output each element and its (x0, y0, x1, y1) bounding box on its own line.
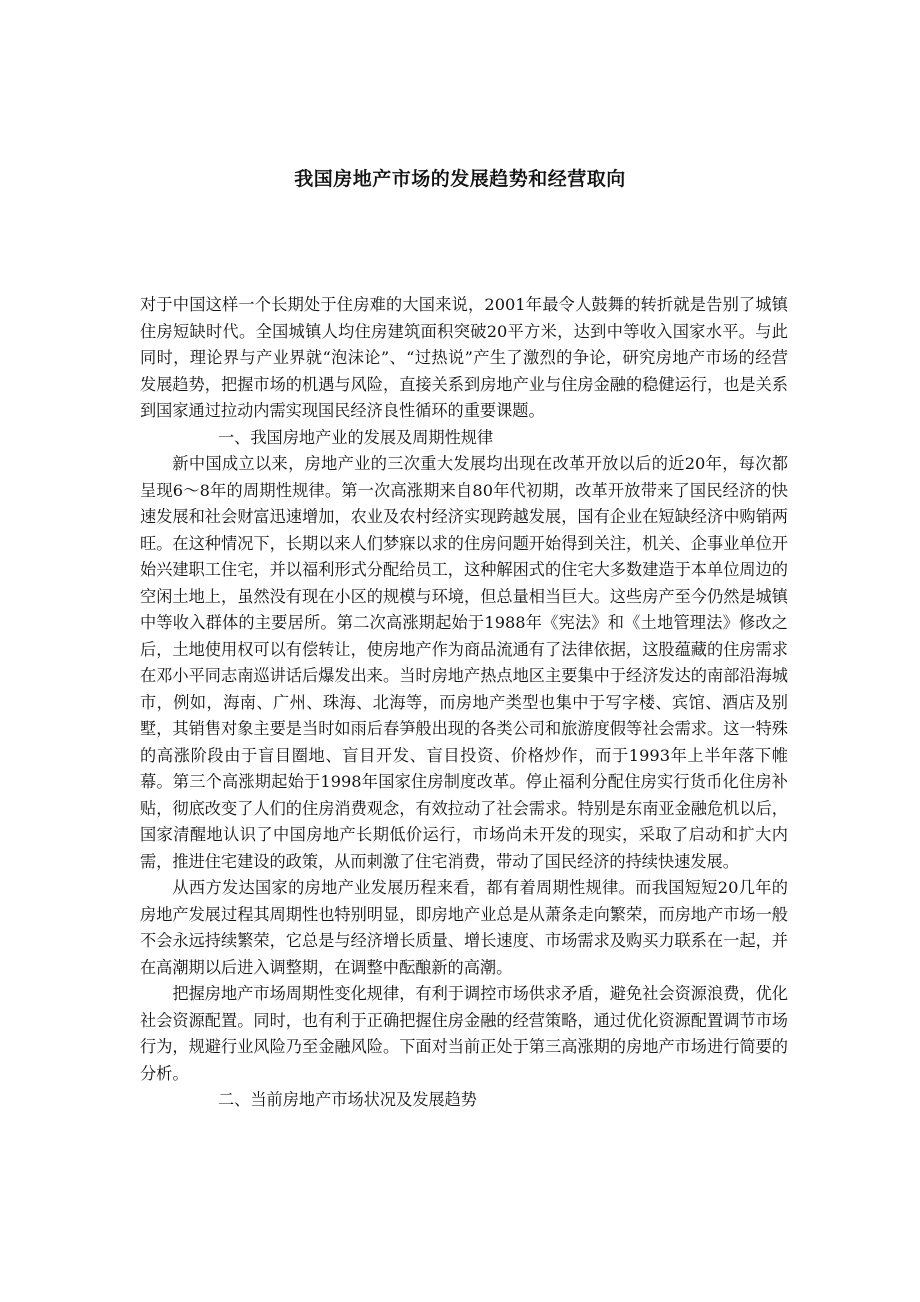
intro-paragraph: 对于中国这样一个长期处于住房难的大国来说，2001年最令人鼓舞的转折就是告别了城镇住房短缺时代。全国城镇人均住房建筑面积突破20平方米，达到中等收入国家水平。与此同时，理论界与产业界就“泡沫论”、“过热说”产生了激烈的争论，研究房地产市场的经营发展趋势，把握市场的机遇与风险，直接关系到房地产业与住房金融的稳健运行，也是关系到国家通过拉动内需实现国民经济良性循环的重要课题。 (140, 295, 788, 420)
body-paragraph: 新中国成立以来，房地产业的三次重大发展均出现在改革开放以后的近20年，每次都呈现6～8年的周期性规律。第一次高涨期来自80年代初期，改革开放带来了国民经济的快速发展和社会财富迅速增加，农业及农村经济实现跨越发展，国有企业在短缺经济中购销两旺。在这种情况下，长期以来人们梦寐以求的住房问题开始得到关注，机关、企事业单位开始兴建职工住宅，并以福利形式分配给员工，这种解困式的住宅大多数建造于本单位周边的空闲土地上，虽然没有现在小区的规模与环境，但总量相当巨大。这些房产至今仍然是城镇中等收入群体的主要居所。第二次高涨期起始于1988年《宪法》和《土地管理法》修改之后，土地使用权可以有偿转让，使房地产作为商品流通有了法律依据，这股蕴藏的住房需求在邓小平同志南巡讲话后爆发出来。当时房地产热点地区主要集中于经济发达的南部沿海城市，例如，海南、广州、珠海、北海等，而房地产类型也集中于写字楼、宾馆、酒店及别墅，其销售对象主要是当时如雨后春笋般出现的各类公司和旅游度假等社会需求。这一特殊的高涨阶段由于盲目圈地、盲目开发、盲目投资、价格炒作，而于1993年上半年落下帷幕。第三个高涨期起始于1998年国家住房制度改革。停止福利分配住房实行货币化住房补贴，彻底改变了人们的住房消费观念，有效拉动了社会需求。特别是东南亚金融危机以后，国家清醒地认识了中国房地产长期低价运行，市场尚未开发的现实，采取了启动和扩大内需，推进住宅建设的政策，从而刺激了住宅消费，带动了国民经济的持续快速发展。 (140, 454, 788, 871)
body-paragraph: 把握房地产市场周期性变化规律，有利于调控市场供求矛盾，避免社会资源浪费，优化社会资源配置。同时，也有利于正确把握住房金融的经营策略，通过优化资源配置调节市场行为，规避行业风险乃至金融风险。下面对当前正处于第三高涨期的房地产市场进行简要的分析。 (140, 984, 788, 1083)
body-paragraph: 从西方发达国家的房地产业发展历程来看，都有着周期性规律。而我国短短20几年的房地产发展过程其周期性也特别明显，即房地产业总是从萧条走向繁荣，而房地产市场一般不会永远持续繁荣，它总是与经济增长质量、增长速度、市场需求及购买力联系在一起，并在高潮期以后进入调整期，在调整中酝酿新的高潮。 (140, 878, 788, 977)
section-heading-2: 二、当前房地产市场状况及发展趋势 (218, 1090, 477, 1109)
section-heading-1: 一、我国房地产业的发展及周期性规律 (218, 427, 494, 447)
document-body (140, 292, 788, 1114)
document-title: 我国房地产市场的发展趋势和经营取向 (294, 168, 626, 190)
